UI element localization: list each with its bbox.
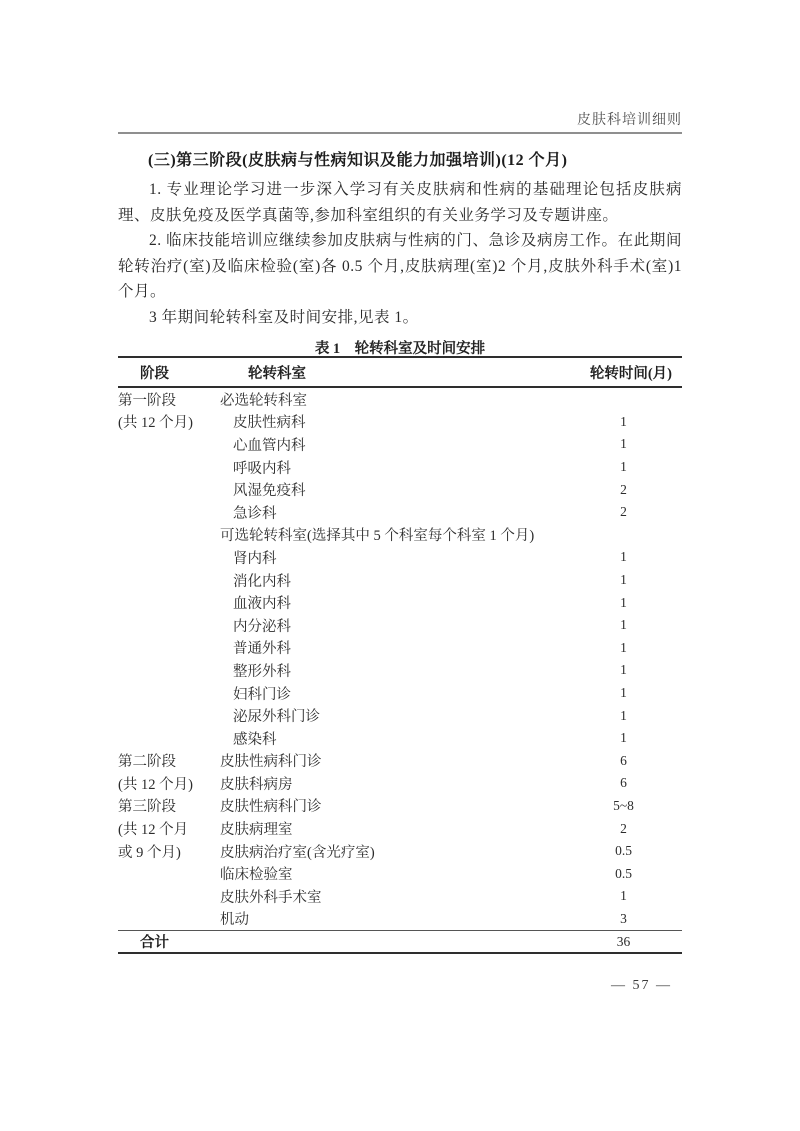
cell-department: 泌尿外科门诊 [233,709,320,726]
table-row [118,524,682,547]
cell-department: 呼吸内科 [233,460,291,477]
cell-department: 临床检验室 [220,867,293,884]
cell-department: 内分泌科 [233,618,291,635]
table-row [118,795,682,818]
cell-department: 消化内科 [233,573,291,590]
table-row [118,569,682,592]
cell-time: 1 [620,594,627,610]
total-label: 合计 [140,935,169,952]
table-row [118,456,682,479]
col-header-phase: 阶段 [140,365,169,382]
table-row [118,908,682,931]
table-caption: 表 1 轮转科室及时间安排 [314,341,486,357]
table-row [118,750,682,773]
total-value: 36 [616,933,631,949]
cell-phase: 第三阶段 [118,799,176,816]
cell-time: 1 [620,617,627,633]
table-row [118,614,682,637]
cell-time: 6 [620,752,627,768]
cell-time: 5~8 [613,797,634,813]
cell-department: 皮肤病治疗室(含光疗室) [220,844,375,861]
table-row [118,772,682,795]
cell-time: 1 [620,436,627,452]
cell-department: 可选轮转科室(选择其中 5 个科室每个科室 1 个月) [220,528,535,545]
header-rule [118,132,682,134]
cell-time: 0.5 [615,843,632,859]
cell-department: 皮肤性病科 [233,415,306,432]
body-text [118,177,682,331]
table-row [118,659,682,682]
table-header-row [118,358,682,388]
page-number: — 57 — [611,978,672,993]
cell-department: 血液内科 [233,596,291,613]
cell-time: 2 [620,820,627,836]
cell-department: 皮肤外科手术室 [220,889,322,906]
cell-phase: 第一阶段 [118,392,176,409]
cell-phase: (共 12 个月) [118,776,193,793]
cell-department: 急诊科 [233,505,277,522]
cell-time: 1 [620,730,627,746]
table-row [118,388,682,411]
cell-time: 2 [620,481,627,497]
cell-department: 皮肤病理室 [220,822,293,839]
cell-department: 必选轮转科室 [220,392,307,409]
col-header-time: 轮转时间(月) [589,365,672,382]
running-title: 皮肤科培训细则 [577,113,682,128]
cell-time: 0.5 [615,865,632,881]
table-row [118,817,682,840]
running-header [118,109,682,129]
cell-department: 普通外科 [233,641,291,658]
paragraph-schedule-ref: 3 年期间轮转科室及时间安排,见表 1。 [149,308,419,326]
cell-department: 整形外科 [233,663,291,680]
cell-department: 心血管内科 [233,437,306,454]
cell-time: 2 [620,504,627,520]
table-row [118,501,682,524]
paragraph-theory: 1. 专业理论学习进一步深入学习有关皮肤病和性病的基础理论包括皮肤病理、皮肤免疫及医学真菌等,参加科室组织的有关业务学习及专题讲座。 [118,181,682,224]
cell-time: 1 [620,459,627,475]
cell-time: 1 [620,662,627,678]
cell-time: 3 [620,910,627,926]
cell-department: 肾内科 [233,550,277,567]
table-row [118,704,682,727]
table-row [118,478,682,501]
cell-phase: (共 12 个月 [118,822,189,839]
cell-time: 1 [620,549,627,565]
table-body [118,388,682,930]
table-row [118,411,682,434]
cell-department: 皮肤性病科门诊 [220,799,322,816]
cell-time: 1 [620,413,627,429]
cell-time: 1 [620,707,627,723]
cell-time: 1 [620,888,627,904]
cell-time: 1 [620,572,627,588]
table-row [118,433,682,456]
cell-time: 1 [620,639,627,655]
rotation-table [118,356,682,954]
cell-time: 1 [620,685,627,701]
cell-phase: (共 12 个月) [118,415,193,432]
cell-department: 皮肤性病科门诊 [220,754,322,771]
table-row [118,862,682,885]
cell-time: 6 [620,775,627,791]
table-row [118,546,682,569]
cell-phase: 第二阶段 [118,754,176,771]
table-row [118,591,682,614]
table-row [118,637,682,660]
table-row [118,840,682,863]
table-row [118,885,682,908]
paragraph-clinical: 2. 临床技能培训应继续参加皮肤病与性病的门、急诊及病房工作。在此期间轮转治疗(室)及临床检验(室)各 0.5 个月,皮肤病理(室)2 个月,皮肤外科手术(室)1 个月。 [118,232,682,301]
cell-department: 皮肤科病房 [220,776,293,793]
table-row [118,682,682,705]
cell-department: 妇科门诊 [233,686,291,703]
section-title: (三)第三阶段(皮肤病与性病知识及能力加强培训)(12 个月) [148,152,568,169]
cell-department: 机动 [220,912,249,929]
table-total-row [118,930,682,954]
col-header-department: 轮转科室 [248,365,306,382]
cell-phase: 或 9 个月) [118,844,181,861]
cell-department: 风湿免疫科 [233,483,306,500]
table-row [118,727,682,750]
cell-department: 感染科 [233,731,277,748]
